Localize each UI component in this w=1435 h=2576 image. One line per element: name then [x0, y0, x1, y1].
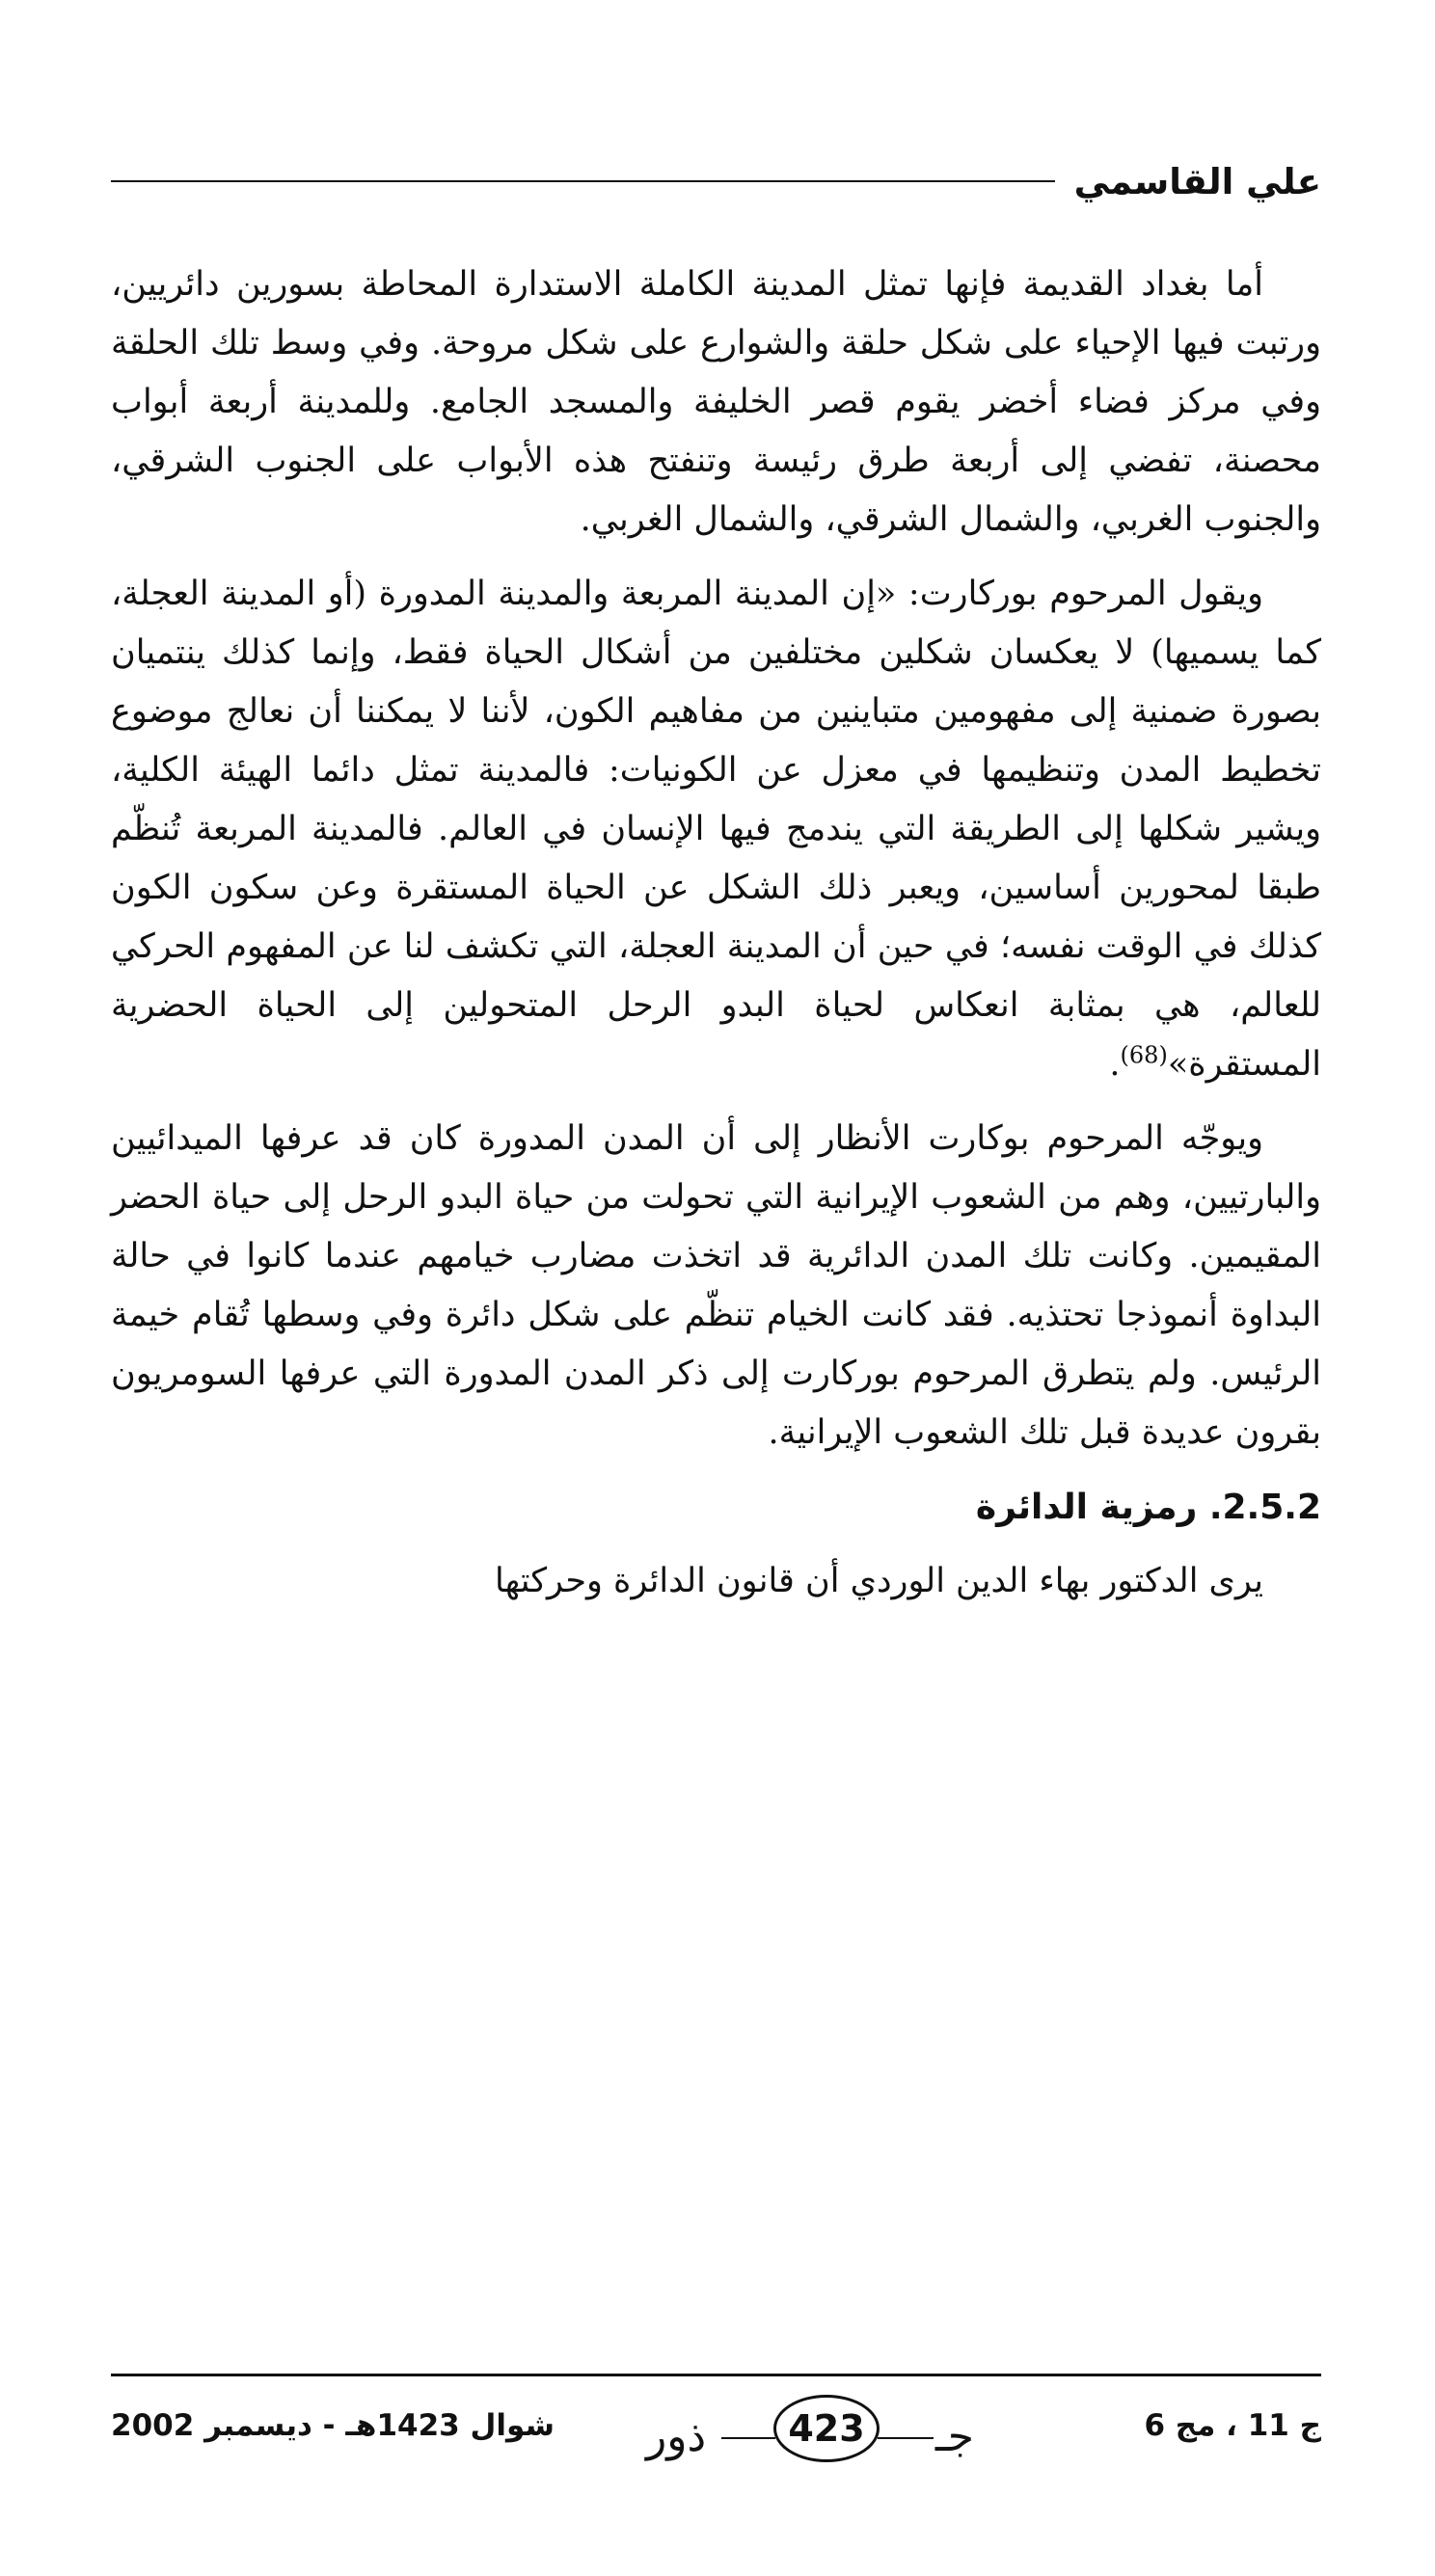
- journal-logo: [646, 2391, 974, 2478]
- header-rule: [111, 180, 1055, 182]
- footer-date: شوال 1423هـ - ديسمبر 2002: [111, 2408, 555, 2443]
- paragraph-2-end: .: [1109, 1045, 1121, 1084]
- body-text: [111, 255, 1321, 1621]
- journal-logo-line-right: [878, 2437, 934, 2439]
- paragraph-3: ويوجّه المرحوم بوكارت الأنظار إلى أن المدن المدورة كان قد عرفها الميدائيين والبارتيين، وهم من الشعوب الإيرانية التي تحولت من حياة البدو الرحل إلى حياة الحضر المقيمين. وكانت تلك المدن الدائرية قد اتخذت مضارب خيامهم عندما كانوا في حالة البداوة أنموذجا تحتذيه. فقد كانت الخيام تنظّم على شكل دائرة وفي وسطها تُقام خيمة الرئيس. ولم يتطرق المرحوم بوركارت إلى ذكر المدن المدورة التي عرفها السومريون بقرون عديدة قبل تلك الشعوب الإيرانية.: [111, 1119, 1321, 1452]
- paragraph-1: أما بغداد القديمة فإنها تمثل المدينة الكاملة الاستدارة المحاطة بسورين دائريين، ورتبت فيها الإحياء على شكل حلقة والشوارع على شكل مروحة. وفي وسط تلك الحلقة وفي مركز فضاء أخضر يقوم قصر الخليفة والمسجد الجامع. وللمدينة أربعة أبواب محصنة، تفضي إلى أربعة طرق رئيسة وتنفتح هذه الأبواب على الجنوب الشرقي، والجنوب الغربي، والشمال الشرقي، والشمال الغربي.: [111, 265, 1321, 539]
- footnote-reference: (68): [1120, 1041, 1168, 1069]
- header-author: علي القاسمي: [1073, 160, 1321, 202]
- paragraph-2: [111, 565, 1321, 1094]
- paragraph-2-text: ويقول المرحوم بوركارت: «إن المدينة المربعة والمدينة المدورة (أو المدينة العجلة، كما يسميها) لا يعكسان شكلين مختلفين من أشكال الحياة فقط، وإنما كذلك ينتميان بصورة ضمنية إلى مفهومين متباينين من مفاهيم الكون، لأننا لا يمكننا أن نعالج موضوع تخطيط المدن وتنظيمها في معزل عن الكونيات: فالمدينة تمثل دائما الهيئة الكلية، ويشير شكلها إلى الطريقة التي يندمج فيها الإنسان في العالم. فالمدينة المربعة تُنظّم طبقا لمحورين أساسين، ويعبر ذلك الشكل عن الحياة المستقرة وعن سكون الكون كذلك في الوقت نفسه؛ في حين أن المدينة العجلة، التي تكشف لنا عن المفهوم الحركي للعالم، هي بمثابة انعكاس لحياة البدو الرحل المتحولين إلى الحياة الحضرية المستقرة»: [111, 575, 1321, 1084]
- journal-logo-left-text: ذور: [646, 2412, 707, 2461]
- running-header: [111, 152, 1321, 210]
- journal-logo-line-left: [721, 2437, 775, 2439]
- footer-rule: [111, 2374, 1321, 2376]
- footer-issue: ج 11 ، مج 6: [1144, 2408, 1321, 2443]
- section-heading: 2.5.2. رمزية الدائرة: [975, 1488, 1321, 1527]
- page-number: 423: [773, 2395, 880, 2462]
- journal-logo-right-text: جـ: [934, 2412, 974, 2461]
- page-footer: [111, 2391, 1321, 2478]
- paragraph-4: يرى الدكتور بهاء الدين الوردي أن قانون الدائرة وحركتها: [494, 1562, 1263, 1600]
